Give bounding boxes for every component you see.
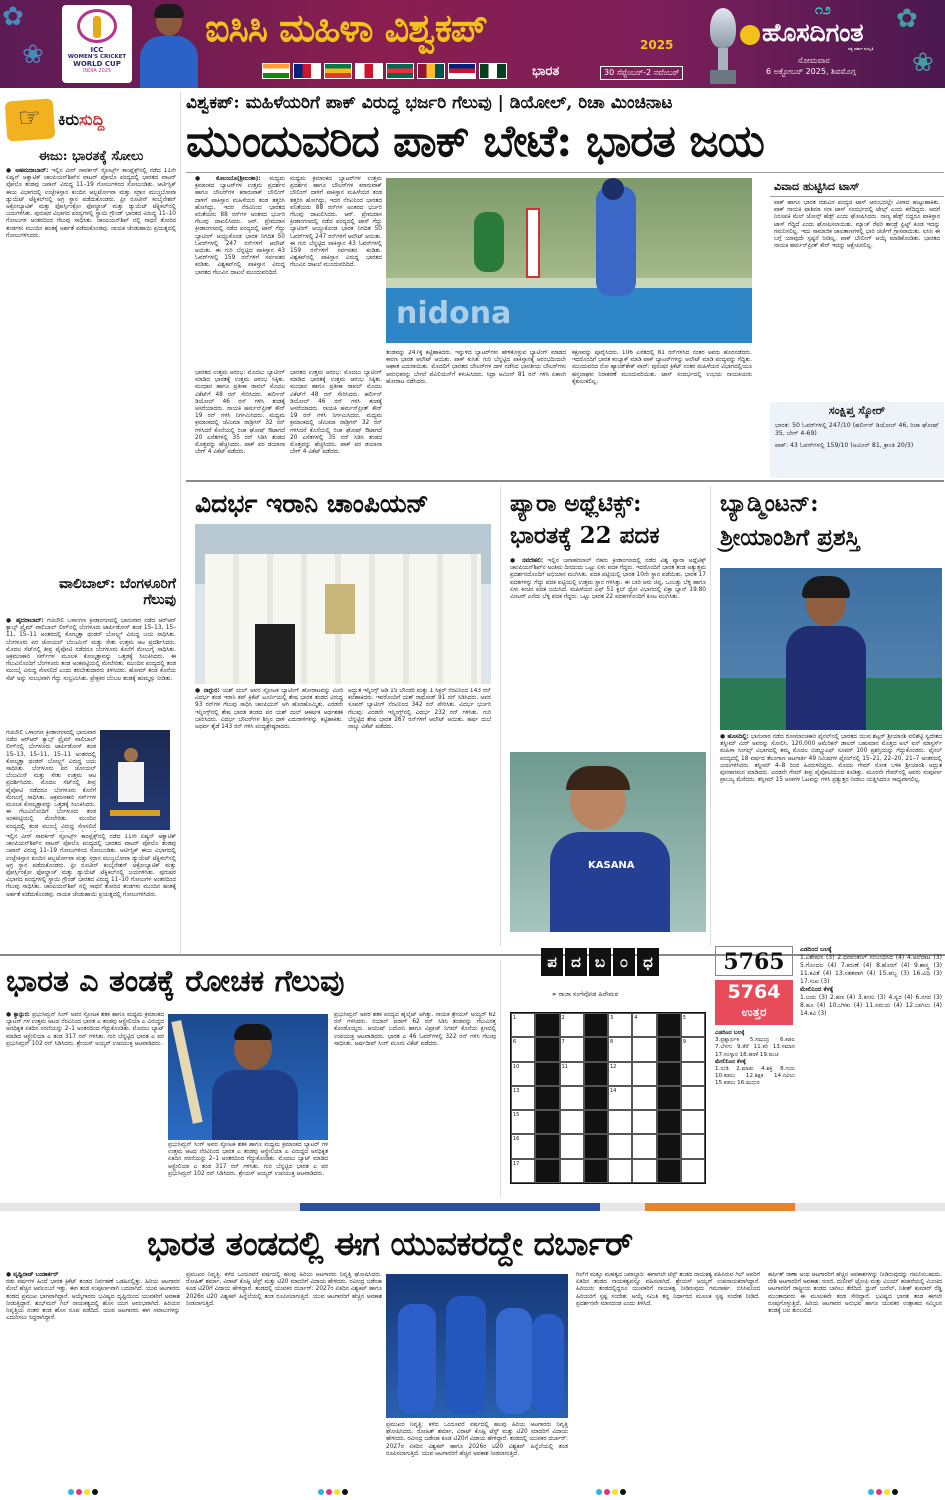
lead-col1b-text: ಮಧ್ಯಮ ಕ್ರಮಾಂಕದ ಬ್ಯಾಟರ್‌ಗಳ ಉತ್ತಮ ಪ್ರದರ್ಶನ ಹಾಗೂ ಬೌಲರ್‌ಗಳ ಕರಾರುವಾಕ್ ಬೌಲಿಂಗ್ ದಾಳಿಗೆ ಪಾಕಿಸ್ತಾನ ಮಹಿಳೆಯರ ತಂಡ ತತ್ತರಿಸಿ ಹೋಗಿದ್ದು, ಇದರ ನೆರವಿನಿಂದ ಭಾರತದ ವನಿತೆಯರು 88 ರನ್‌ಗಳ ಅಂತರದ ಭರ್ಜರಿ ಗೆಲುವು ದಾಖಲಿಸಿದರು. ಆರ್. ಪ್ರೇಮದಾಸ ಕ್ರೀಡಾಂಗಣದಲ್ಲಿ ನಡೆದ ಪಂದ್ಯದಲ್ಲಿ ಟಾಸ್ ಗೆದ್ದು ಬ್ಯಾಟಿಂಗ್ ಆಯ್ದುಕೊಂಡ ಭಾರತ ನಿಗದಿತ 50 ಓವರ್‌ಗಳಲ್ಲಿ 247 ರನ್‌ಗಳಿಗೆ ಆಲೌಟ್ ಆಯಿತು. ಈ ಗುರಿ ಬೆನ್ನಟ್ಟಿದ ಪಾಕಿಸ್ತಾನ 43 ಓವರ್‌ಗಳಲ್ಲಿ 159 ರನ್‌ಗಳಿಗೆ ಸರ್ವಪತನ ಕಂಡಿತು. ವಿಶ್ವಕಪ್‌ನಲ್ಲಿ ಪಾಕಿಸ್ತಾನ ವಿರುದ್ಧ ಭಾರತದ ಗೆಲುವಿನ ದಾಖಲೆ ಮುಂದುವರಿದಿದೆ. [290,176,382,269]
lead-col1 [195,176,285,366]
crossword-cell[interactable]: 7 [560,1037,584,1061]
crossword-cell[interactable] [608,1110,632,1134]
brief-swimming-text: ಇಲ್ಲಿನ ವೀರ್ ಸಾವರ್ಕರ್ ಸ್ಪೋರ್ಟ್ಸ್ ಕಾಂಪ್ಲೆಕ್ಸ್‌ನಲ್ಲಿ ನಡೆದ 11ನೇ ಏಷ್ಯನ್ ಅಕ್ವಾಟಿಕ್ ಚಾಂಪಿಯನ್‌ಶಿಪ್‌ನ ವಾಟರ್ ಪೋಲೊ ಪಂದ್ಯದಲ್ಲಿ ಭಾರತದ ವಾಟರ್ ಪೋಲೊ ತಂಡವು ಜಪಾನ್ ವಿರುದ್ಧ 11–19 ಗೋಲುಗಳಿಂದ ಸೋಲುಂಡಿತು. ಆರ್ಟಿಸ್ಟಿಕ್ ಈಜು ವಿಭಾಗದಲ್ಲಿ ಉಜ್ಬೇಕಿಸ್ತಾನ ಕುಂದಿನ ಆಲ್ಬರ್ಟೋವಾ ಮತ್ತು ಸರ್ರಾನ ಮುಜ್ತಬೋವಾ ಡ್ಯುಯೆಟ್ ಟೆಕ್ನಿಕಲ್‌ನಲ್ಲಿ ಅಗ್ರ ಸ್ಥಾನ ಪಡೆದುಕೊಂಡರು. ಫ್ರೀ ರೂಟೀನ್ ಕಂಬೈನೇಶನ್ ಅಕ್ರೋಬ್ಯಾಟಿಕ್ ಮತ್ತು ಫೋರ್ಸ್ಸಿಂಕ್ರೋ ಫೋಲ್ಡಾಚ್ ಮತ್ತು ಡ್ಯುಯೆಟ್ ಟೆಕ್ನಿಕಲ್‌ನಲ್ಲಿ ಜಯಗಳಿಸಿತು. ಪುರುಷರ ವಿಭಾಗದ ಪಂದ್ಯಗಳಲ್ಲಿ ಸ್ಥಾಯಿ ಗ್ರೌಂಡ್ ಭಾರತದ ವಿರುದ್ಧ 11–10 ಗೋಲುಗಳ ಅಂತರದಿಂದ ಗೆಲುವು ಸಾಧಿಸಿತು. ಚಾಂಪಿಯನ್‌ಶಿಪ್ ನಲ್ಲಿ ಸಾಧನೆ ತೋರಿದ ತಂಡಗಳು ಮುಂದಿನ ಹಂತಕ್ಕೆ ಅರ್ಹತೆ ಪಡೆದುಕೊಂಡವು. ನಾಯಕ ಚೆಂಡುಹಾಯಿ ಪ್ರಯತ್ನದಲ್ಲಿ ಗೋಲುಗಳಿಸಿದರು. [6,168,176,239]
irani-headline: ವಿದರ್ಭ ಇರಾನಿ ಚಾಂಪಿಯನ್ [195,489,429,518]
footer-col2-text: ಪ್ರಮುಖರ ನಿವೃತ್ತಿ: ಕಳೆದ ಒಂದೂವರೆ ವರ್ಷದಲ್ಲಿ ಹಲವು ಹಿರಿಯ ಆಟಗಾರರು ನಿವೃತ್ತಿ ಘೋಷಿಸಿದರು. ರೋಹಿತ್ ಶರ್ಮಾ, ವಿರಾಟ್ ಕೊಹ್ಲಿ ಟೆಸ್ಟ್ ಮತ್ತು ಟಿ20 ಮಾದರಿಗೆ ವಿದಾಯ ಹೇಳಿದರು. ರವೀಂದ್ರ ಜಡೇಜಾ ಕೂಡ ಟಿ20ಗೆ ವಿದಾಯ ಹೇಳಿದ್ದಾರೆ. ತಂಡದಲ್ಲಿ ಯುವಕರ ದರ್ಬಾರ್: 2027ರ ಏಕದಿನ ವಿಶ್ವಕಪ್ ಹಾಗೂ 2026ರ ಟಿ20 ವಿಶ್ವಕಪ್ ಹಿನ್ನೆಲೆಯಲ್ಲಿ ತಂಡ ರೂಪಿಸಲಾಗುತ್ತಿದೆ. ಯುವ ಆಟಗಾರರಿಗೆ ಹೆಚ್ಚಿನ ಅವಕಾಶ ನೀಡಲಾಗುತ್ತಿದೆ. [186,1272,382,1307]
brief-swimming-title: ಈಜು: ಭಾರತಕ್ಕೆ ಸೋಲು [38,149,144,164]
logo-text-india: INDIA 2025 [82,68,112,74]
flag-icon [386,63,414,79]
registration-dots [596,1489,626,1495]
host-country: ಭಾರತ [532,64,560,79]
footer-team-photo [386,1274,568,1418]
crossword-title [541,948,659,978]
crossword-cell[interactable]: 15 [511,1110,535,1134]
badminton-headline-line2: ಶ್ರೀಯಾಂಶಿಗೆ ಪ್ರಶಸ್ತಿ [720,524,860,551]
para-byline: ● ನವದೆಹಲಿ: [510,558,544,564]
crossword-cell[interactable] [632,1134,656,1158]
crossword-block [657,1086,681,1110]
flower-icon: ❀ [912,48,934,78]
para-body-text: ಇಲ್ಲಿನ ಜವಾಹರಲಾಲ್ ನೆಹರು ಕ್ರೀಡಾಂಗಣದಲ್ಲಿ ನಡೆದ ವಿಶ್ವ ಪ್ಯಾರಾ ಅಥ್ಲೆಟಿಕ್ಸ್ ಚಾಂಪಿಯನ್‌ಶಿಪ್‌ನ ಅಂತಿಮ ದಿನದಂದು ಒಟ್ಟು ಏಳು ಪದಕ ಗೆದ್ದರು. ಇದರೊಂದಿಗೆ ಭಾರತ ತಂಡ ಅತ್ಯುತ್ತಮ ಪ್ರದರ್ಶನದೊಂದಿಗೆ ಅಭಿಯಾನ ಮುಗಿಸಿತು. ಪದಕ ಪಟ್ಟಿಯಲ್ಲಿ ಭಾರತ 10ನೇ ಸ್ಥಾನ ಪಡೆಯಿತು. ಭಾರತ 17 ಪದಕಗಳನ್ನು ಗೆದ್ದು ಪದಕ ಪಟ್ಟಿಯಲ್ಲಿ ಉತ್ತಮ ಸ್ಥಾನ ಗಳಿಸಿತ್ತು. ಈ ಬಾರಿ ಆರು ಚಿನ್ನ, ಒಂಬತ್ತು ಬೆಳ್ಳಿ ಹಾಗೂ ಏಳು ಕಂಚಿನ ಪದಕ ಜಯಿಸಿದೆ. ಮಹಿಳೆಯರ ಎಫ್ 51 ಕ್ಲಬ್ ಥ್ರೋ ವಿಭಾಗದಲ್ಲಿ ಏಕ್ತಾ ಭ್ಯಾನ್ 19.80 ಮೀಟರ್ ಎಸೆದು ಬೆಳ್ಳಿ ಪದಕ ಗೆದ್ದರು. ಒಟ್ಟು ಭಾರತ 22 ಪದಕಗಳೊಂದಿಗೆ ಕೂಟ ಮುಗಿಸಿತು. [510,558,706,601]
crossword-cell[interactable] [560,1110,584,1134]
india-a-col1b-text: ಪ್ರಭುಸಿಮ್ರನ್ ಸಿಂಗ್ ಅವರ ಸ್ಫೋಟಕ ಶತಕ ಹಾಗೂ ಮಧ್ಯಮ ಕ್ರಮಾಂಕದ ಬ್ಯಾಟರ್ ಗಳ ಉತ್ತಮ ಆಟದ ನೆರವಿನಿಂದ ಭಾರತ ಎ ತಂಡವು ಆಸ್ಟ್ರೇಲಿಯಾ ಎ ವಿರುದ್ಧದ ಅನಧಿಕೃತ ಏಕದಿನ ಸರಣಿಯನ್ನು 2–1 ಅಂತರದಿಂದ ಗೆದ್ದುಕೊಂಡಿತು. ಮೊದಲು ಬ್ಯಾಟ್ ಮಾಡಿದ ಆಸ್ಟ್ರೇಲಿಯಾ ಎ ತಂಡ 317 ರನ್ ಗಳಿಸಿತು. ಗುರಿ ಬೆನ್ನಟ್ಟಿದ ಭಾರತ ಎ ಪರ ಪ್ರಭುಸಿಮ್ರನ್ 102 ರನ್ ಸಿಡಿಸಿದರು. ಶ್ರೇಯಸ್ ಅಯ್ಯರ್ ಉಪಯುಕ್ತ ಆಟವಾಡಿದರು. [168,1142,328,1177]
player-photo [134,2,204,88]
bar-segment-orange [645,1203,795,1211]
badminton-byline: ● ಹೊಸದಿಲ್ಲಿ: [720,734,749,740]
masthead-title: ಹೊಸದಿಗಂತ [762,18,864,47]
india-a-player-photo [168,1014,328,1140]
crossword-block [657,1013,681,1037]
crossword-block [535,1086,559,1110]
crossword-number: 5765 [715,946,793,976]
crossword-block [584,1037,608,1061]
crossword-block [535,1110,559,1134]
flag-icon [262,63,290,79]
crossword-title-letter: ೦ [613,948,635,976]
footer-byline: ● ಪೃಥ್ವಿರಾಜ್ ಬಂಡಾರ್ಕರ್ [6,1272,59,1278]
irani-col1-text: ಯಶ್ ದುಲ್ ಅವರ ಸ್ಫೋಟಕ ಬ್ಯಾಟಿಂಗ್ ಹೋರಾಟವನ್ನು ಮೀರಿ ವಿದರ್ಭ ತಂಡ ಇರಾನಿ ಕಪ್ ಕ್ರಿಕೆಟ್ ಟೂರ್ನಿಯಲ್ಲಿ ಶೇಷ ಭಾರತ ತಂಡದ ವಿರುದ್ಧ 93 ರನ್‌ಗಳ ಗೆಲುವು ಸಾಧಿಸಿ ಚಾಂಪಿಯನ್ ಆಗಿ ಹೊರಹೊಮ್ಮಿತು. ಎರಡನೇ ಇನ್ನಿಂಗ್ಸ್‌ನಲ್ಲಿ ಶೇಷ ಭಾರತ ತಂಡದ ಪರ ಯಶ್ ದುಲ್ ಆಕರ್ಷಕ ಅರ್ಧಶತಕ ಬಾರಿಸಿದರು. ವಿದರ್ಭ ಬೌಲರ್‌ಗಳ ಶಿಸ್ತಿನ ದಾಳಿ ಎದುರಾಳಿಗಳನ್ನು ಕಟ್ಟಿಹಾಕಿತು. ಅಥರ್ವ ತೈಡೆ 143 ರನ್ ಗಳಿಸಿ ಪಂದ್ಯಶ್ರೇಷ್ಠರಾದರು. [195,688,343,731]
edition-day: ಸೋಮವಾರ [798,56,830,65]
brief-volleyball-body-bottom [6,834,176,950]
brief-swimming-body [6,168,176,566]
badminton-headline-line1: ಬ್ಯಾಡ್ಮಿಂಟನ್: [720,490,819,517]
footer-col4 [768,1272,942,1484]
setter-name: ರಾಜಾ ಸಂಗೆವೋಡ ಹಿರೇಮಠ [558,990,619,998]
brief-volleyball-body-top [6,618,176,726]
answer-across-list: 3.ಪ್ರಶ್ನಾರ್ಥಕ 5.ಸಮುದ್ರ 6.ಕಡಲ 7.ಬೆಳಗು 9.ತೆರೆ 11.ಕರಿ 13.ಸಮಾನ 17.ಸಂಸ್ಕಾರ 18.ಹರಕೆ 19.ಪಂಚ [715,1037,795,1058]
briefs-label-part2: ಸುದ್ದಿ [79,110,105,129]
tournament-year: 2025 [640,38,674,52]
flag-icon [448,63,476,79]
banner [0,0,945,88]
crossword-block [584,1134,608,1158]
bar-segment [0,1203,300,1211]
crossword-cell[interactable] [632,1159,656,1183]
flag-icon [293,63,321,79]
score-line-india: ಭಾರತ: 50 ಓವರ್‌ಗಳಲ್ಲಿ 247/10 (ಹರ್ಲೀನ್ ಡಿಯೋಲ್ 46, ರಿಚಾ ಘೋಷ್ 35, ಬೇಗ್ 4-69) [775,422,939,437]
lead-byline: ● ಕೊಲಂಬೊ(ಶ್ರೀಲಂಕಾ): [195,176,261,182]
india-a-byline: ● ಕ್ಯಾನ್ಪುರ: [6,1012,30,1018]
crossword-cell[interactable] [681,1062,705,1086]
badminton-body [720,734,942,948]
registration-dots [868,1489,898,1495]
brief-swimming-byline: ● ಅಹಮದಾಬಾದ್: [6,168,49,174]
brief-volleyball-text-tail: ಇಲ್ಲಿನ ವೀರ್ ಸಾವರ್ಕರ್ ಸ್ಪೋರ್ಟ್ಸ್ ಕಾಂಪ್ಲೆಕ್ಸ್‌ನಲ್ಲಿ ನಡೆದ 11ನೇ ಏಷ್ಯನ್ ಅಕ್ವಾಟಿಕ್ ಚಾಂಪಿಯನ್‌ಶಿಪ್‌ನ ವಾಟರ್ ಪೋಲೊ ಪಂದ್ಯದಲ್ಲಿ ಭಾರತದ ವಾಟರ್ ಪೋಲೊ ತಂಡವು ಜಪಾನ್ ವಿರುದ್ಧ 11–19 ಗೋಲುಗಳಿಂದ ಸೋಲುಂಡಿತು. ಆರ್ಟಿಸ್ಟಿಕ್ ಈಜು ವಿಭಾಗದಲ್ಲಿ ಉಜ್ಬೇಕಿಸ್ತಾನ ಕುಂದಿನ ಆಲ್ಬರ್ಟೋವಾ ಮತ್ತು ಸರ್ರಾನ ಮುಜ್ತಬೋವಾ ಡ್ಯುಯೆಟ್ ಟೆಕ್ನಿಕಲ್‌ನಲ್ಲಿ ಅಗ್ರ ಸ್ಥಾನ ಪಡೆದುಕೊಂಡರು. ಫ್ರೀ ರೂಟೀನ್ ಕಂಬೈನೇಶನ್ ಅಕ್ರೋಬ್ಯಾಟಿಕ್ ಮತ್ತು ಫೋರ್ಸ್ಸಿಂಕ್ರೋ ಫೋಲ್ಡಾಚ್ ಮತ್ತು ಡ್ಯುಯೆಟ್ ಟೆಕ್ನಿಕಲ್‌ನಲ್ಲಿ ಜಯಗಳಿಸಿತು. ಪುರುಷರ ವಿಭಾಗದ ಪಂದ್ಯಗಳಲ್ಲಿ ಸ್ಥಾಯಿ ಗ್ರೌಂಡ್ ಭಾರತದ ವಿರುದ್ಧ 11–10 ಗೋಲುಗಳ ಅಂತರದಿಂದ ಗೆಲುವು ಸಾಧಿಸಿತು. ಚಾಂಪಿಯನ್‌ಶಿಪ್ ನಲ್ಲಿ ಸಾಧನೆ ತೋರಿದ ತಂಡಗಳು ಮುಂದಿನ ಹಂತಕ್ಕೆ ಅರ್ಹತೆ ಪಡೆದುಕೊಂಡವು. ನಾಯಕ ಚೆಂಡುಹಾಯಿ ಪ್ರಯತ್ನದಲ್ಲಿ ಗೋಲುಗಳಿಸಿದರು. [6,834,176,898]
lead-col2 [195,370,285,470]
column-divider [710,486,711,946]
brief-volleyball-byline: ● ಹೈದರಾಬಾದ್: [6,618,44,624]
crossword-block [657,1159,681,1183]
logo-emblem-icon [77,9,117,43]
lead-col3-text: ತಂಡವನ್ನು 247ಕ್ಕೆ ಕಟ್ಟಿಹಾಕಿದರು. ಇನ್ನುಳಿದ ಬ್ಯಾಟರ್‌ಗಳು ಹೇಳಿಕೊಳ್ಳುವ ಬ್ಯಾಟಿಂಗ್ ಮಾಡದ ಕಾರಣ ಭಾರತ ಆಲೌಟ್ ಆಯಿತು. ಪಾಕ್ ಕುಸಿತ: ಗುರಿ ಬೆನ್ನಟ್ಟಿದ ಪಾಕಿಸ್ತಾನಕ್ಕೆ ಆರಂಭದಿಂದಲೇ ಆಘಾತ ಎದುರಾಯಿತು. ಮೊದಲಿಗೆ ಭಾರತದ ಬೌಲರ್‌ಗಳ ದಾಳಿ ನಡೆಸಿದ ಭಾರತೀಯ ಬೌಲರ್‌ಗಳು ಆರಂಭಿಕರನ್ನು ಬೇಗನೆ ಪೆವಿಲಿಯನ್‌ಗೆ ಕಳುಹಿಸಿದರು. ಸಿದ್ರಾ ಅಮೀನ್ 81 ರನ್ ಗಳಿಸಿ ಏಕಾಂಗಿ ಹೋರಾಟ ನಡೆಸಿದರು. [386,350,566,385]
bar-segment [600,1203,645,1211]
registration-dots [318,1489,348,1495]
flower-icon: ❀ [22,40,44,70]
volleyball-photo [100,730,170,830]
flag-icon [324,63,352,79]
world-cup-logo [62,5,132,83]
crossword-title-letter: ದ [565,948,587,976]
badminton-body-text: ಭಾನುವಾರ ನಡೆದ ರೋಮಾಂಚಕಾರಿ ಫೈನಲ್‌ನಲ್ಲಿ ಭಾರತದ ಯುವ ಶಟ್ಲರ್ ಶ್ರೀಯಾಂಶಿ ವಲಿಶೆಟ್ಟಿ ಸ್ವದೇಶದ ತಸ್ನೀಮ್ ಮಿರ್ ಅವರನ್ನು ಸೋಲಿಸಿ, 120,000 ಅಮೆರಿಕನ್ ಡಾಲರ್ ಬಹುಮಾನ ಮೊತ್ತದ ಅಲ್ ಐನ್ ಮಾಸ್ಟರ್ಸ್ ಮಹಿಳಾ ಸಿಂಗಲ್ಸ್ ವಿಭಾಗದಲ್ಲಿ ತಮ್ಮ ಮೊದಲ ಬಿಡಬ್ಲ್ಯುಎಫ್ ಸೂಪರ್ 100 ಪ್ರಶಸ್ತಿಯನ್ನು ಗೆದ್ದುಕೊಂಡರು. ಫೈನಲ್ ಪಂದ್ಯದಲ್ಲಿ 18 ವರ್ಷದ ತೆಲಂಗಾಣ ಆಟಗಾರ್ತಿ 49 ನಿಮಿಷಗಳ ಫೈನಲ್‌ನಲ್ಲಿ 15–21, 22–20, 21–7 ಅಂತರದಲ್ಲಿ ಜಯಗಳಿಸಿದರು. ತಸ್ನೀಮ್ 4–8 ರಿಂದ ಹಿಂದುಳಿದಿದ್ದರು. ಮೊದಲ ಗೇಮ್ ಸೋತ ಬಳಿಕ ಶ್ರೀಯಾಂಶಿ ಅದ್ಭುತ ಪುನರಾಗಮನ ಮಾಡಿದರು. ಎರಡನೇ ಗೇಮ್ ತೀವ್ರ ಪೈಪೋಟಿಯಿಂದ ಕೂಡಿತ್ತು. ಮೂರನೇ ಗೇಮ್‌ನಲ್ಲಿ ಅವರು ಸಂಪೂರ್ಣ ಪ್ರಾಬಲ್ಯ ಮೆರೆದರು. ತಸ್ನೀಮ್ 15 ಅಂಕಗಳ ಓಟವನ್ನು ಗಳಿಸಿ ಪ್ರತ್ಯುತ್ತರ ನೀಡಲು ಯತ್ನಿಸಿದರೂ ಸಾಧ್ಯವಾಗಲಿಲ್ಲ. [720,734,942,784]
crossword-cell[interactable] [560,1134,584,1158]
footer-col3-text: ಗಿಲ್‌ಗೆ ಮತ್ತೂ ಮಹತ್ವದ ಜವಾಬ್ದಾರಿ: ಈಗಾಗಲೇ ಟೆಸ್ಟ್ ತಂಡದ ನಾಯಕತ್ವ ವಹಿಸಿರುವ ಗಿಲ್ ಅವರಿಗೆ ಏಕದಿನ ತಂಡದ ನಾಯಕತ್ವವನ್ನೂ ವಹಿಸಲಾಗಿದೆ. ಶ್ರೇಯಸ್ ಅಯ್ಯರ್ ಉಪನಾಯಕರಾಗಿದ್ದಾರೆ. ಹಿರಿಯರು ತಂಡದಲ್ಲಿದ್ದರೂ ಯುವಕರಿಗೆ ನಾಯಕತ್ವ ನೀಡಿರುವುದು ಗಮನಾರ್ಹ. ಬಿಸಿಸಿಐನಿಂದ ಹಿರಿಯರಿಗೆ ಸ್ಪಷ್ಟ ಸಂದೇಶ: ಆಯ್ಕೆ ಸಮಿತಿ ತನ್ನ ನಿರ್ಧಾರದ ಮೂಲಕ ಸ್ಪಷ್ಟ ಸಂದೇಶ ನೀಡಿದೆ. ಪ್ರದರ್ಶನವೇ ಮಾನದಂಡ ಎಂದು ತಿಳಿಸಿದೆ. [576,1272,760,1307]
crossword-cell[interactable] [681,1110,705,1134]
lead-col2b [290,370,382,470]
rule [186,172,944,173]
footer-col1-text: ರಡು ವರ್ಷಗಳ ಹಿಂದೆ ಭಾರತ ಕ್ರಿಕೆಟ್ ತಂಡದ ನಿರ್ವಹಣೆ ಒಡಹಿನಲ್ಲಿತ್ತು. ಹಿರಿಯ ಆಟಗಾರರ ಮೇಲೆ ಹೆಚ್ಚಿನ ಅವಲಂಬನೆ ಇತ್ತು. ಈಗ ತಂಡ ಸಂಪೂರ್ಣವಾಗಿ ಬದಲಾಗಿದೆ. ಯುವ ಆಟಗಾರರು ತಂಡದ ಪ್ರಮುಖ ಭಾಗವಾಗಿದ್ದಾರೆ. ಆಯ್ಕೆಗಾರರು ಭವಿಷ್ಯದ ದೃಷ್ಟಿಯಿಂದ ಯುವಕರಿಗೆ ಅವಕಾಶ ನೀಡುತ್ತಿದ್ದಾರೆ. ಶುಭ್‌ಮನ್ ಗಿಲ್ ನಾಯಕತ್ವದಲ್ಲಿ ಹೊಸ ಯುಗ ಆರಂಭವಾಗಿದೆ. ಹಿರಿಯರ ನಿವೃತ್ತಿಯ ನಂತರ ತಂಡ ಹೊಸ ರೂಪ ಪಡೆದಿದೆ. ಯುವ ಆಟಗಾರರು ಈಗ ಸವಾಲುಗಳನ್ನು ಎದುರಿಸಲು ಸಿದ್ಧರಾಗಿದ್ದಾರೆ. [6,1279,180,1322]
crossword-cell[interactable]: 5 [681,1013,705,1037]
crossword-block [657,1110,681,1134]
crossword-block [657,1037,681,1061]
flag-icon [417,63,445,79]
answer-label: ಉತ್ತರ [741,1005,767,1019]
crossword-cell[interactable] [608,1134,632,1158]
crossword-cell[interactable]: 6 [511,1037,535,1061]
crossword-cell[interactable]: 4 [632,1013,656,1037]
column-divider [500,960,501,1198]
crossword-cell[interactable] [632,1037,656,1061]
crossword-cell[interactable] [632,1110,656,1134]
lead-col2-text: ಭಾರತದ ಉತ್ತಮ ಆರಂಭ: ಮೊದಲು ಬ್ಯಾಟಿಂಗ್ ಮಾಡಿದ ಭಾರತಕ್ಕೆ ಉತ್ತಮ ಆರಂಭ ಸಿಕ್ಕಿತು. ಮಂಧಾನ ಹಾಗೂ ಪ್ರತೀಕಾ ರಾವಲ್ ಮೊದಲ ವಿಕೆಟ್‌ಗೆ 48 ರನ್ ಸೇರಿಸಿದರು. ಹರ್ಲೀನ್ ಡಿಯೋಲ್ 46 ರನ್ ಗಳಿಸಿ ತಂಡಕ್ಕೆ ಆಸರೆಯಾದರು. ನಾಯಕಿ ಹರ್ಮನ್‌ಪ್ರೀತ್ ಕೌರ್ 19 ರನ್ ಗಳಿಸಿ ನಿರ್ಗಮಿಸಿದರು. ಮಧ್ಯಮ ಕ್ರಮಾಂಕದಲ್ಲಿ ಜೆಮಿಮಾ ರಾಡ್ರಿಗಸ್ 32 ರನ್ ಗಳಿಸಿದರೆ ಕೊನೆಯಲ್ಲಿ ರಿಚಾ ಘೋಷ್ ಔಟಾಗದೆ 20 ಎಸೆತಗಳಲ್ಲಿ 35 ರನ್ ಸಿಡಿಸಿ ತಂಡದ ಮೊತ್ತವನ್ನು ಹೆಚ್ಚಿಸಿದರು. ಪಾಕ್ ಪರ ಡಯಾನಾ ಬೇಗ್ 4 ವಿಕೆಟ್ ಪಡೆದರು. [195,370,285,456]
column-divider [500,486,501,946]
briefs-section-label [58,110,104,130]
crossword-cell[interactable] [681,1134,705,1158]
toss-title: ವಿವಾದ ಹುಟ್ಟಿಸಿದ ಟಾಸ್ [770,178,944,197]
crossword-cell[interactable]: 14 [608,1086,632,1110]
crossword-cell[interactable] [632,1086,656,1110]
irani-team-photo [195,524,491,684]
footer-col4-text: ಹರ್ಷಿತ್ ರಾಣಾ ಅಂಥ ಆಟಗಾರರಿಗೆ ಹೆಚ್ಚಿನ ಅವಕಾಶಗಳನ್ನು ನೀಡಿರುವುದನ್ನು ಗಮನಿಸಬಹುದು. ದೇಶಿ ಆಟಗಾರರಿಗೆ ಅವಕಾಶ: ರಣಜಿ, ದುಲೀಪ್ ಟ್ರೋಫಿ ಮತ್ತು ವಿಜಯ್ ಹಜಾರೆಯಲ್ಲಿ ಮಿಂಚಿದ ಆಟಗಾರರಿಗೆ ರಾಷ್ಟ್ರೀಯ ತಂಡದ ಬಾಗಿಲು ತೆರೆದಿದೆ. ಧ್ರುವ್ ಜುರೆಲ್, ನಿತೀಶ್ ಕುಮಾರ್ ರೆಡ್ಡಿ ಮುಂತಾದವರು ಈ ಮೂಲಕವೇ ತಂಡ ಸೇರಿದ್ದಾರೆ. ಭವಿಷ್ಯದ ಭಾರತ ತಂಡ ಈಗಲೇ ರೂಪುಗೊಳ್ಳುತ್ತಿದೆ. ಹಿರಿಯ ಆಟಗಾರರ ಅನುಭವ ಹಾಗೂ ಯುವಕರ ಉತ್ಸಾಹದ ಸಮ್ಮಿಲನ ತಂಡಕ್ಕೆ ಬಲ ತುಂಬಲಿದೆ. [768,1272,942,1315]
crossword-cell[interactable] [608,1159,632,1183]
bar-segment [795,1203,945,1211]
registration-dots [68,1489,98,1495]
crossword-cell[interactable]: 17 [511,1159,535,1183]
crossword-block [584,1062,608,1086]
crossword-cell[interactable] [560,1159,584,1183]
tournament-title: ಐಸಿಸಿ ಮಹಿಳಾ ವಿಶ್ವಕಪ್ [205,5,487,50]
crossword-cell[interactable]: 3 [608,1013,632,1037]
crossword-block [535,1037,559,1061]
answer-across-title: ಎಡದಿಂದ ಬಲಕ್ಕೆ [715,1030,745,1036]
crossword-title-letter: ಬ [589,948,611,976]
section-rule [186,480,944,482]
trophy-icon [706,6,740,86]
answer-box [715,980,793,1025]
irani-col2-text: ಅದ್ಭುತ ಇನ್ನಿಂಗ್ಸ್ ಆಡಿ 15 ಬೌಂಡರಿ ಮತ್ತು 1 ಸಿಕ್ಸರ್ ನೆರವಿನಿಂದ 143 ರನ್ ಕಲೆಹಾಕಿದರು. ಇವರೊಂದಿಗೆ ಯಶ್ ರಾಥೋಡ್ 91 ರನ್ ಸಿಡಿಸಿದರು. ಅವರ ಸೂಪರ್ ಬ್ಯಾಟಿಂಗ್ ನೆರವಿನಿಂದ 342 ರನ್ ಪೇರಿಸಿತು. ವಿದರ್ಭ ಭರ್ಜರಿ ಗೆಲುವು: ಎರಡನೇ ಇನ್ನಿಂಗ್ಸ್‌ನಲ್ಲಿ ವಿದರ್ಭ 232 ರನ್ ಗಳಿಸಿತು. ಗುರಿ ಬೆನ್ನಟ್ಟಿದ ಶೇಷ ಭಾರತ 267 ರನ್‌ಗಳಿಗೆ ಆಲೌಟ್ ಆಯಿತು. ಹರ್ಷ ದುಬೆ ನಾಲ್ಕು ವಿಕೆಟ್ ಪಡೆದರು. [348,688,491,731]
crossword-cell[interactable]: 10 [511,1062,535,1086]
crossword-cell[interactable]: 8 [608,1037,632,1061]
flag-icon [479,63,507,79]
crossword-cell[interactable]: 13 [511,1086,535,1110]
flag-icon [355,63,383,79]
crossword-block [535,1159,559,1183]
crossword-block [584,1110,608,1134]
india-a-col2-text: ಪ್ರಭುಸಿಮ್ರನ್ ಅವರ ಶತಕ ಪಂದ್ಯದ ಹೈಲೈಟ್ ಆಗಿತ್ತು. ನಾಯಕ ಶ್ರೇಯಸ್ ಅಯ್ಯರ್ 62 ರನ್ ಗಳಿಸಿದರು. ರಿಯಾನ್ ಪರಾಗ್ 62 ರನ್ ಸಿಡಿಸಿ ತಂಡವನ್ನು ಗೆಲುವಿನತ್ತ ಕೊಂಡೊಯ್ದರು. ಆಯುಷ್ ಬದೋನಿ ಹಾಗೂ ವಿಪ್ರಾಜ್ ನಿಗಮ್ ಕೊನೆಯ ಕ್ಷಣದಲ್ಲಿ ಉಪಯುಕ್ತ ಆಟವಾಡಿದರು. ಭಾರತ ಎ 46 ಓವರ್‌ಗಳಲ್ಲಿ 322 ರನ್ ಗಳಿಸಿ ಗೆಲುವು ಸಾಧಿಸಿತು. ಅರ್ಷದೀಪ್ ಸಿಂಗ್ ಮೂರು ವಿಕೆಟ್ ಪಡೆದರು. [334,1012,496,1047]
page-number: ೧೨ [815,2,831,18]
footer-col3 [576,1272,760,1484]
logo-text-womens: WOMEN'S CRICKET [67,54,127,60]
crossword-block [657,1062,681,1086]
across-clues: 1.ವಿಶೇಷಣ (3) 2.ಧನವಂತನಿಗೆ ಸಂಬಂಧಿಸಿದ (4) 4.ಅಲೆದಾಟ (3) 5.ಗೊಂದಲ (4) 7.ಕರುಣೆ (4) 8.ಹೊರಗೆ (4) 9.ಶಾಸ್ತ್ರ (3) 11.ಕವಿತೆ (4) 13.ಸತತವಾಗಿ (4) 15.ಹಬ್ಬ (3) 16.ವಿಧಿ (3) 17.ಸುಖ (3) [800,954,942,985]
footer-col1 [6,1272,180,1484]
crossword-block [584,1086,608,1110]
crossword-cell[interactable]: 12 [608,1062,632,1086]
brief-volleyball-body-wrap [6,730,96,832]
crossword-cell[interactable] [681,1159,705,1183]
footer-col2b [386,1422,568,1484]
toss-sidebar [770,178,944,400]
crossword-block [584,1013,608,1037]
team-flags [262,63,507,79]
logo-text-icc: ICC [90,46,104,54]
tournament-dates: 30 ಸೆಪ್ಟೆಂಬರ್-2 ನವೆಂಬರ್ [600,66,683,80]
crossword-setter [552,990,618,999]
crossword-block [657,1134,681,1158]
crossword-title-letter: ಪ [541,948,563,976]
lead-match-photo: nidona [386,178,752,343]
lead-col3 [386,350,566,470]
briefs-label-part1: ಕಿರು [58,110,80,129]
india-a-headline: ಭಾರತ ಎ ತಂಡಕ್ಕೆ ರೋಚಕ ಗೆಲುವು [6,964,345,999]
toss-body: ಪಾಕ್ ಹಾಗೂ ಭಾರತ ನಡುವಿನ ಪಂದ್ಯದ ಟಾಸ್ ಆರಂಭದಲ್ಲೇ ವಿವಾದ ಹುಟ್ಟುಹಾಕಿತು. ಪಾಕ್ ನಾಯಕಿ ಫಾತಿಮಾ ಸನಾ ಟಾಸ್ ಸಂದರ್ಭದಲ್ಲಿ ಟೇಲ್ಸ್ ಎಂದು ಕರೆದಿದ್ದರು. ಆದರೆ ನಿರೂಪಕಿ ಮೆಲ್ ಜೋನ್ಸ್ ಹೆಡ್ಸ್ ಎಂದು ಘೋಷಿಸಿದರು. ನಾಣ್ಯ ಹೆಡ್ಸ್ ಬಿದ್ದರೂ ಪಾಕಿಸ್ತಾನ ಟಾಸ್ ಗೆದ್ದಿದೆ ಎಂದು ಘೋಷಿಸಲಾಯಿತು. ಮ್ಯಾಚ್ ರೆಫರಿ ಶಾಂಡ್ರೆ ಫ್ರಿಟ್ಜ್ ಕೂಡ ಇದನ್ನು ಗಮನಿಸಲಿಲ್ಲ. ಇದು ಸಾಮಾಜಿಕ ಜಾಲತಾಣಗಳಲ್ಲಿ ಭಾರಿ ಚರ್ಚೆಗೆ ಗ್ರಾಸವಾಯಿತು. ಐಸಿಸಿ ಈ ಬಗ್ಗೆ ಯಾವುದೇ ಸ್ಪಷ್ಟನೆ ನೀಡಿಲ್ಲ. ಪಾಕ್ ಬೌಲಿಂಗ್ ಆಯ್ಕೆ ಮಾಡಿಕೊಂಡಿತು. ಭಾರತದ ನಾಯಕಿ ಹರ್ಮನ್‌ಪ್ರೀತ್ ಕೌರ್ ಇದನ್ನು ಆಕ್ಷೇಪಿಸಲಿಲ್ಲ. [774,200,940,250]
crossword-cell[interactable]: 11 [560,1062,584,1086]
brief-volleyball-text-cont: ಗಚಿಬೌಲಿ ಒಳಾಂಗಣ ಕ್ರೀಡಾಂಗಣದಲ್ಲಿ ಭಾನುವಾರ ನಡೆದ ಆರ್‌ಆರ್ ಕ್ಯಾಬ್ಸ್ ಪ್ರೈಮ್ ವಾಲಿಬಾಲ್ ಲೀಗ್‌ನಲ್ಲಿ ಬೆಂಗಳೂರು ಟಾರ್ಪಿಡೋಸ್ ತಂಡ 15–13, 15–11, 15–11 ಅಂತರದಲ್ಲಿ ಕೋಲ್ಕತ್ತಾ ಥಂಡರ್ ಬೋಲ್ಟ್ಸ್ ವಿರುದ್ಧ ಜಯ ಸಾಧಿಸಿತು. ಬೆಂಗಳೂರು ಪರ ಜೋಯಲ್ ಬೆಂಜಮಿನ್ ಮತ್ತು ಸೇತು ಉತ್ತಮ ಆಟ ಪ್ರದರ್ಶಿಸಿದರು. ಮೊದಲ ಸೆಟ್‌ನಲ್ಲಿ ತೀವ್ರ ಪೈಪೋಟಿ ನಡೆದರೂ ಬೆಂಗಳೂರು ಕೊನೆಗೆ ಮೇಲುಗೈ ಸಾಧಿಸಿತು. ಆಕ್ರಮಣಕಾರಿ ಸರ್ವ್‌ಗಳ ಮೂಲಕ ಕೋಲ್ಕತ್ತಾವನ್ನು ಒತ್ತಡಕ್ಕೆ ಸಿಲುಕಿಸಿದರು. ಈ ಗೆಲುವಿನೊಂದಿಗೆ ಬೆಂಗಳೂರು ತಂಡ ಅಂಕಪಟ್ಟಿಯಲ್ಲಿ ಮೇಲೇರಿತು. ಮುಂದಿನ ಪಂದ್ಯದಲ್ಲಿ ತಂಡ ಮುಂಬೈ ವಿರುದ್ಧ ಸೆಣಸಲಿದೆ [6,730,96,830]
lead-col4 [572,350,752,470]
crossword-cell[interactable] [560,1086,584,1110]
brief-volleyball-title: ವಾಲಿಬಾಲ್: ಬೆಂಗಳೂರಿಗೆ ಗೆಲುವು [59,576,176,609]
column-divider [180,92,181,954]
masthead-tagline: ಸತ್ಯ ಧರ್ಮ ಸಂಸ್ಕೃತಿ [848,46,874,51]
india-a-col1 [6,1012,164,1198]
para-headline-line1: ಪ್ಯಾರಾ ಅಥ್ಲೆಟಿಕ್ಸ್: [510,490,642,517]
briefs-section-header [6,94,176,146]
across-title: ಎಡದಿಂದ ಬಲಕ್ಕೆ [800,946,832,953]
lead-col1-text: ಮಧ್ಯಮ ಕ್ರಮಾಂಕದ ಬ್ಯಾಟರ್‌ಗಳ ಉತ್ತಮ ಪ್ರದರ್ಶನ ಹಾಗೂ ಬೌಲರ್‌ಗಳ ಕರಾರುವಾಕ್ ಬೌಲಿಂಗ್ ದಾಳಿಗೆ ಪಾಕಿಸ್ತಾನ ಮಹಿಳೆಯರ ತಂಡ ತತ್ತರಿಸಿ ಹೋಗಿದ್ದು, ಇದರ ನೆರವಿನಿಂದ ಭಾರತದ ವನಿತೆಯರು 88 ರನ್‌ಗಳ ಅಂತರದ ಭರ್ಜರಿ ಗೆಲುವು ದಾಖಲಿಸಿದರು. ಆರ್. ಪ್ರೇಮದಾಸ ಕ್ರೀಡಾಂಗಣದಲ್ಲಿ ನಡೆದ ಪಂದ್ಯದಲ್ಲಿ ಟಾಸ್ ಗೆದ್ದು ಬ್ಯಾಟಿಂಗ್ ಆಯ್ದುಕೊಂಡ ಭಾರತ ನಿಗದಿತ 50 ಓವರ್‌ಗಳಲ್ಲಿ 247 ರನ್‌ಗಳಿಗೆ ಆಲೌಟ್ ಆಯಿತು. ಈ ಗುರಿ ಬೆನ್ನಟ್ಟಿದ ಪಾಕಿಸ್ತಾನ 43 ಓವರ್‌ಗಳಲ್ಲಿ 159 ರನ್‌ಗಳಿಗೆ ಸರ್ವಪತನ ಕಂಡಿತು. ವಿಶ್ವಕಪ್‌ನಲ್ಲಿ ಪಾಕಿಸ್ತಾನ ವಿರುದ್ಧ ಭಾರತದ ಗೆಲುವಿನ ದಾಖಲೆ ಮುಂದುವರಿದಿದೆ. [195,176,285,276]
crossword-cell[interactable]: 16 [511,1134,535,1158]
answer-clues [715,1030,795,1198]
score-line-pak: ಪಾಕ್: 43 ಓವರ್‌ಗಳಲ್ಲಿ 159/10 (ಅಮೀನ್ 81, ಕ್ರಾಂತಿ 20/3) [775,442,914,449]
badminton-player-photo [720,568,942,730]
lead-kicker: ವಿಶ್ವಕಪ್: ಮಹಿಳೆಯರಿಗೆ ಪಾಕ್ ವಿರುದ್ಧ ಭರ್ಜರಿ ಗೆಲುವು | ಡಿಯೋಲ್, ರಿಚಾ ಮಿಂಚಿನಾಟ [186,93,673,113]
lead-col1b [290,176,382,366]
crossword-cell[interactable]: 1 [511,1013,535,1037]
brief-volleyball-text: ಗಚಿಬೌಲಿ ಒಳಾಂಗಣ ಕ್ರೀಡಾಂಗಣದಲ್ಲಿ ಭಾನುವಾರ ನಡೆದ ಆರ್‌ಆರ್ ಕ್ಯಾಬ್ಸ್ ಪ್ರೈಮ್ ವಾಲಿಬಾಲ್ ಲೀಗ್‌ನಲ್ಲಿ ಬೆಂಗಳೂರು ಟಾರ್ಪಿಡೋಸ್ ತಂಡ 15–13, 15–11, 15–11 ಅಂತರದಲ್ಲಿ ಕೋಲ್ಕತ್ತಾ ಥಂಡರ್ ಬೋಲ್ಟ್ಸ್ ವಿರುದ್ಧ ಜಯ ಸಾಧಿಸಿತು. ಬೆಂಗಳೂರು ಪರ ಜೋಯಲ್ ಬೆಂಜಮಿನ್ ಮತ್ತು ಸೇತು ಉತ್ತಮ ಆಟ ಪ್ರದರ್ಶಿಸಿದರು. ಮೊದಲ ಸೆಟ್‌ನಲ್ಲಿ ತೀವ್ರ ಪೈಪೋಟಿ ನಡೆದರೂ ಬೆಂಗಳೂರು ಕೊನೆಗೆ ಮೇಲುಗೈ ಸಾಧಿಸಿತು. ಆಕ್ರಮಣಕಾರಿ ಸರ್ವ್‌ಗಳ ಮೂಲಕ ಕೋಲ್ಕತ್ತಾವನ್ನು ಒತ್ತಡಕ್ಕೆ ಸಿಲುಕಿಸಿದರು. ಈ ಗೆಲುವಿನೊಂದಿಗೆ ಬೆಂಗಳೂರು ತಂಡ ಅಂಕಪಟ್ಟಿಯಲ್ಲಿ ಮೇಲೇರಿತು. ಮುಂದಿನ ಪಂದ್ಯದಲ್ಲಿ ತಂಡ ಮುಂಬೈ ವಿರುದ್ಧ ಸೆಣಸಲಿದೆ ಎಂದು ತರಬೇತುದಾರರು ತಿಳಿಸಿದರು. ಹೋಮ್ ತಂಡ ಕೊನೆಯ ಸೆಟ್ ಅನ್ನು ಸುಲಭವಾಗಿ ಗೆದ್ದು ಸಂಭ್ರಮಿಸಿತು. ಪ್ರೇಕ್ಷಕರ ಬೆಂಬಲ ತಂಡಕ್ಕೆ ಹುಮ್ಮಸ್ಸು ನೀಡಿತು. [6,618,176,682]
masthead [740,18,864,48]
para-headline-line2: ಭಾರತಕ್ಕೆ 22 ಪದಕ [510,522,660,549]
flower-icon: ✿ [2,2,24,32]
answer-down-list: 1.ನುಡಿ 2.ಮಾತು 4.ಶಕ್ತಿ 8.ಗುರು 10.ಕಡಲು 12.ಶಿಕ್ಷಕ 14.ನವಿಲು 15.ಕಡಲು 16.ಮಧುರ [715,1066,795,1087]
flower-icon: ✿ [896,4,918,34]
crossword-title-letter: ಧ [637,948,659,976]
irani-byline: ● ನಾಗ್ಪುರ: [195,688,220,694]
india-a-col1b [168,1142,328,1198]
section-color-bar [0,1203,945,1211]
down-clues: 1.ಜಯ (3) 2.ಹಣ (4) 3.ಕನಸು (3) 4.ಸ್ವರ (4) 6.ನಗರ (3) 8.ಹೂ (4) 10.ಬೆಳಕು (4) 11.ಸಮಯ (4) 12.ಬಾಗಿಲು (4) 14.ಕವಿ (3) [800,994,942,1017]
footer-col2 [186,1272,382,1484]
crossword-block [584,1159,608,1183]
lead-col4-text: ಕಕ್ಷಣವನ್ನು ಪೂರೈಸಿದರು. 106 ಎಸೆತದಲ್ಲಿ 81 ರನ್‌ಗಳಿಸಿದ ನಂತರ ಅವರು ಹೊರನಡೆದರು. ಇದರೊಂದಿಗೆ ಭಾರತ ಕಂಬ್ಯಾಕ್ ಮಾಡಿ ಪಾಕ್ ಬ್ಯಾಟರ್‌ಗಳನ್ನು ಆಲೌಟ್ ಮಾಡಿ ಪಂದ್ಯವನ್ನು ಗೆದ್ದಿತು. ಮುಂದುವರಿದ ನೋ ಹ್ಯಾಂಡ್‌ಶೇಕ್ ವಾರ್: ಪುರುಷರ ಕ್ರಿಕೆಟ್ ನಂತರ ಮಹಿಳೆಯರ ವಿಭಾಗದಲ್ಲಿಯೂ ಹಸ್ತಲಾಘವ ನಿರಾಕರಣೆ ಮುಂದುವರಿಯಿತು. ಟಾಸ್ ಸಂದರ್ಭದಲ್ಲಿ ಉಭಯ ನಾಯಕಿಯರು ಕೈಕುಲುಕಲಿಲ್ಲ. [572,350,752,385]
crossword-grid[interactable] [510,1012,706,1184]
irani-col2 [348,688,491,950]
crossword-clues [800,946,942,1198]
crossword-block [535,1062,559,1086]
answer-number: 5764 [727,981,781,1003]
answer-down-title: ಮೇಲಿನಿಂದ ಕೆಳಕ್ಕೆ [715,1058,746,1065]
crossword-block [535,1013,559,1037]
footer-col2b-text: ಪ್ರಮುಖರ ನಿವೃತ್ತಿ: ಕಳೆದ ಒಂದೂವರೆ ವರ್ಷದಲ್ಲಿ ಹಲವು ಹಿರಿಯ ಆಟಗಾರರು ನಿವೃತ್ತಿ ಘೋಷಿಸಿದರು. ರೋಹಿತ್ ಶರ್ಮಾ, ವಿರಾಟ್ ಕೊಹ್ಲಿ ಟೆಸ್ಟ್ ಮತ್ತು ಟಿ20 ಮಾದರಿಗೆ ವಿದಾಯ ಹೇಳಿದರು. ರವೀಂದ್ರ ಜಡೇಜಾ ಕೂಡ ಟಿ20ಗೆ ವಿದಾಯ ಹೇಳಿದ್ದಾರೆ. ತಂಡದಲ್ಲಿ ಯುವಕರ ದರ್ಬಾರ್: 2027ರ ಏಕದಿನ ವಿಶ್ವಕಪ್ ಹಾಗೂ 2026ರ ಟಿ20 ವಿಶ್ವಕಪ್ ಹಿನ್ನೆಲೆಯಲ್ಲಿ ತಂಡ ರೂಪಿಸಲಾಗುತ್ತಿದೆ. ಯುವ ಆಟಗಾರರಿಗೆ ಹೆಚ್ಚಿನ ಅವಕಾಶ ನೀಡಲಾಗುತ್ತಿದೆ. [386,1422,568,1457]
crossword-cell[interactable] [632,1062,656,1086]
crossword-cell[interactable]: 2 [560,1013,584,1037]
logo-text-worldcup: WORLD CUP [73,60,121,68]
india-a-col2 [334,1012,496,1198]
crossword-cell[interactable]: 9 [681,1037,705,1061]
crossword-block [535,1134,559,1158]
lead-col2b-text: ಭಾರತದ ಉತ್ತಮ ಆರಂಭ: ಮೊದಲು ಬ್ಯಾಟಿಂಗ್ ಮಾಡಿದ ಭಾರತಕ್ಕೆ ಉತ್ತಮ ಆರಂಭ ಸಿಕ್ಕಿತು. ಮಂಧಾನ ಹಾಗೂ ಪ್ರತೀಕಾ ರಾವಲ್ ಮೊದಲ ವಿಕೆಟ್‌ಗೆ 48 ರನ್ ಸೇರಿಸಿದರು. ಹರ್ಲೀನ್ ಡಿಯೋಲ್ 46 ರನ್ ಗಳಿಸಿ ತಂಡಕ್ಕೆ ಆಸರೆಯಾದರು. ನಾಯಕಿ ಹರ್ಮನ್‌ಪ್ರೀತ್ ಕೌರ್ 19 ರನ್ ಗಳಿಸಿ ನಿರ್ಗಮಿಸಿದರು. ಮಧ್ಯಮ ಕ್ರಮಾಂಕದಲ್ಲಿ ಜೆಮಿಮಾ ರಾಡ್ರಿಗಸ್ 32 ರನ್ ಗಳಿಸಿದರೆ ಕೊನೆಯಲ್ಲಿ ರಿಚಾ ಘೋಷ್ ಔಟಾಗದೆ 20 ಎಸೆತಗಳಲ್ಲಿ 35 ರನ್ ಸಿಡಿಸಿ ತಂಡದ ಮೊತ್ತವನ್ನು ಹೆಚ್ಚಿಸಿದರು. ಪಾಕ್ ಪರ ಡಯಾನಾ ಬೇಗ್ 4 ವಿಕೆಟ್ ಪಡೆದರು. [290,370,382,456]
score-title: ಸಂಕ್ಷಿಪ್ತ ಸ್ಕೋರ್ [828,404,886,417]
para-body [510,558,706,748]
irani-col1 [195,688,343,950]
down-title: ಮೇಲಿನಿಂದ ಕೆಳಕ್ಕೆ [800,986,834,993]
edition-dateline: 6 ಅಕ್ಟೋಬರ್ 2025, ಶಿವಮೊಗ್ಗ [766,67,856,76]
crossword-cell[interactable] [681,1086,705,1110]
score-sidebar [770,402,944,478]
lead-headline: ಮುಂದುವರಿದ ಪಾಕ್ ಬೇಟೆ: ಭಾರತ ಜಯ [186,116,764,167]
pointing-hand-icon [5,98,56,141]
bar-segment-blue [300,1203,600,1211]
india-a-col1-text: ಪ್ರಭುಸಿಮ್ರನ್ ಸಿಂಗ್ ಅವರ ಸ್ಫೋಟಕ ಶತಕ ಹಾಗೂ ಮಧ್ಯಮ ಕ್ರಮಾಂಕದ ಬ್ಯಾಟರ್ ಗಳ ಉತ್ತಮ ಆಟದ ನೆರವಿನಿಂದ ಭಾರತ ಎ ತಂಡವು ಆಸ್ಟ್ರೇಲಿಯಾ ಎ ವಿರುದ್ಧದ ಅನಧಿಕೃತ ಏಕದಿನ ಸರಣಿಯನ್ನು 2–1 ಅಂತರದಿಂದ ಗೆದ್ದುಕೊಂಡಿತು. ಮೊದಲು ಬ್ಯಾಟ್ ಮಾಡಿದ ಆಸ್ಟ್ರೇಲಿಯಾ ಎ ತಂಡ 317 ರನ್ ಗಳಿಸಿತು. ಗುರಿ ಬೆನ್ನಟ್ಟಿದ ಭಾರತ ಎ ಪರ ಪ್ರಭುಸಿಮ್ರನ್ 102 ರನ್ ಸಿಡಿಸಿದರು. ಶ್ರೇಯಸ್ ಅಯ್ಯರ್ ಉಪಯುಕ್ತ ಆಟವಾಡಿದರು. [6,1012,164,1047]
para-athlete-photo: KASANA [510,752,706,932]
masthead-emblem-icon [740,25,760,45]
setter-arrow-icon: » [552,990,559,998]
footer-headline: ಭಾರತ ತಂಡದಲ್ಲಿ ಈಗ ಯುವಕರದ್ದೇ ದರ್ಬಾರ್ [147,1224,633,1263]
